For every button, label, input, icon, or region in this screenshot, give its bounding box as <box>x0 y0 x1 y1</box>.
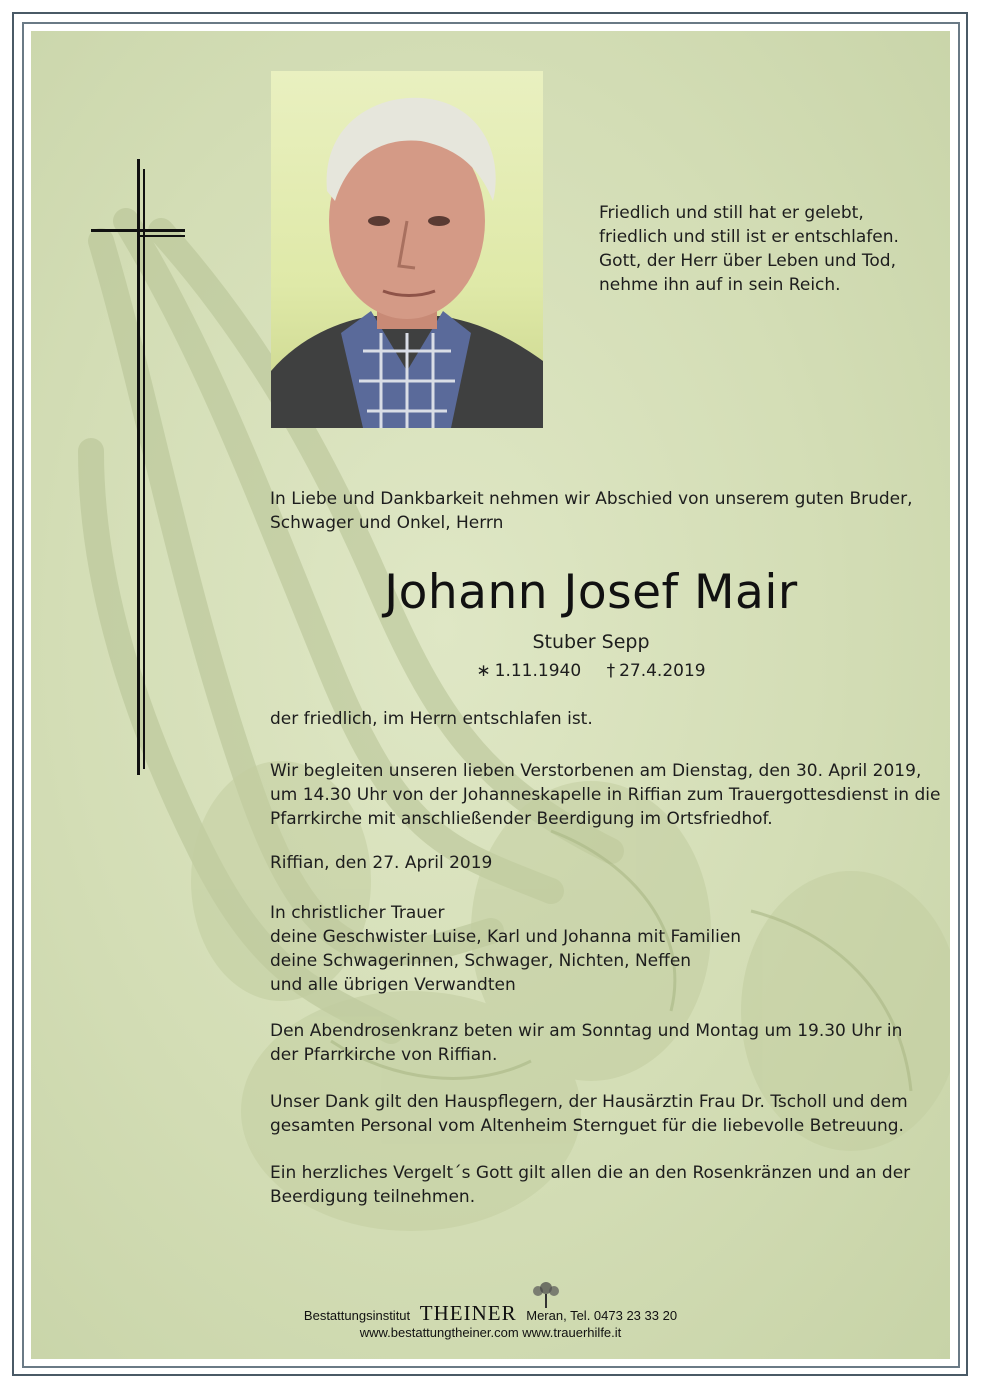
rosary-line: Den Abendrosenkranz beten wir am Sonntag und Montag um 19.30 Uhr in <box>270 1021 903 1041</box>
mourners-line: deine Geschwister Luise, Karl und Johanna mit Familien <box>270 927 742 947</box>
closing-line: Ein herzliches Vergelt´s Gott gilt allen die an den Rosenkränzen und an der <box>270 1163 911 1183</box>
funeral-home-websites[interactable]: www.bestattungtheiner.com www.trauerhilfe.it <box>359 1325 622 1340</box>
portrait-photo <box>271 71 543 428</box>
intro-line: In Liebe und Dankbarkeit nehmen wir Abschied von unserem guten Bruder, <box>270 489 913 509</box>
verse-line: Gott, der Herr über Leben und Tod, <box>599 251 896 271</box>
cross-icon <box>91 159 191 779</box>
passed-line: der friedlich, im Herrn entschlafen ist. <box>270 709 593 729</box>
memorial-verse <box>599 201 899 297</box>
birth-star-icon: ∗ <box>476 661 491 681</box>
funeral-home-logo: THEINER <box>419 1301 517 1325</box>
funeral-line: Pfarrkirche mit anschließender Beerdigung im Ortsfriedhof. <box>270 809 773 829</box>
life-dates <box>271 661 911 681</box>
closing-line: Beerdigung teilnehmen. <box>270 1187 476 1207</box>
intro-line: Schwager und Onkel, Herrn <box>270 513 504 533</box>
deceased-name: Johann Josef Mair <box>384 565 798 620</box>
thanks-line: gesamten Personal vom Altenheim Sternguet für die liebevolle Betreuung. <box>270 1116 904 1136</box>
death-cross-icon: † <box>606 661 616 681</box>
place-date: Riffian, den 27. April 2019 <box>270 853 493 873</box>
rosary-line: der Pfarrkirche von Riffian. <box>270 1045 498 1065</box>
verse-line: friedlich und still ist er entschlafen. <box>599 227 899 247</box>
funeral-home-prefix: Bestattungsinstitut <box>303 1308 411 1323</box>
birth-date: ∗ 1.11.1940 <box>476 661 582 681</box>
portrait-figure <box>271 71 543 428</box>
verse-line: nehme ihn auf in sein Reich. <box>599 275 841 295</box>
deceased-nickname: Stuber Sepp <box>532 631 650 653</box>
funeral-line: Wir begleiten unseren lieben Verstorbenen am Dienstag, den 30. April 2019, <box>270 761 922 781</box>
mourners-line: In christlicher Trauer <box>270 903 445 923</box>
mourners-line: deine Schwagerinnen, Schwager, Nichten, Neffen <box>270 951 692 971</box>
funeral-home-line <box>31 1301 950 1326</box>
funeral-line: um 14.30 Uhr von der Johanneskapelle in Riffian zum Trauergottesdienst in die <box>270 785 941 805</box>
death-date: † 27.4.2019 <box>606 661 706 681</box>
verse-line: Friedlich und still hat er gelebt, <box>599 203 864 223</box>
funeral-home-contact: Meran, Tel. 0473 23 33 20 <box>526 1308 678 1323</box>
thanks-line: Unser Dank gilt den Hauspflegern, der Hausärztin Frau Dr. Tscholl und dem <box>270 1092 908 1112</box>
mourners-line: und alle übrigen Verwandten <box>270 975 516 995</box>
obituary-card <box>31 31 950 1359</box>
